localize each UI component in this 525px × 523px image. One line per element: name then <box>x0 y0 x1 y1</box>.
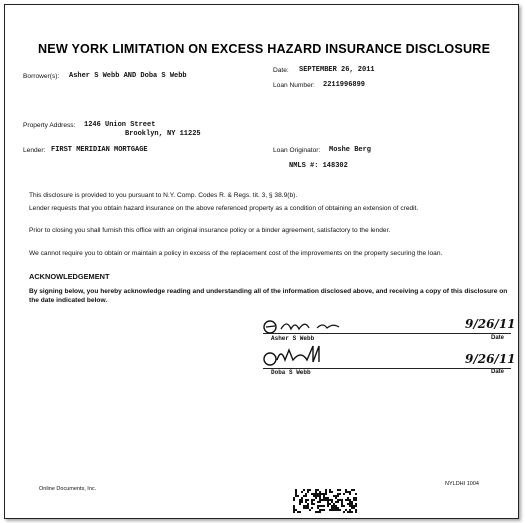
barcode-module <box>315 493 317 495</box>
barcode-module <box>295 489 297 491</box>
barcode-module <box>333 509 335 511</box>
barcode-module <box>315 489 317 491</box>
barcode-module <box>311 493 313 495</box>
barcode-module <box>311 507 313 509</box>
barcode-image <box>293 489 357 513</box>
barcode-module <box>347 491 349 493</box>
barcode-module <box>331 501 333 503</box>
property-address-line1: 1246 Union Street <box>84 121 156 129</box>
barcode-module <box>307 489 309 491</box>
barcode-module <box>329 503 331 505</box>
barcode-module <box>305 505 307 507</box>
barcode-module <box>313 499 315 501</box>
barcode-module <box>345 509 347 511</box>
barcode-module <box>339 489 341 491</box>
barcode-module <box>353 489 355 491</box>
barcode-module <box>337 493 339 495</box>
barcode-module <box>325 489 327 491</box>
barcode-module <box>341 503 343 505</box>
barcode-module <box>339 499 341 501</box>
barcode-module <box>347 503 349 505</box>
barcode-module <box>315 511 317 513</box>
barcode-module <box>305 495 307 497</box>
barcode-module <box>331 505 333 507</box>
barcode-module <box>349 501 351 503</box>
footer-right: NYLDHI 1004 <box>445 481 479 487</box>
barcode-module <box>323 499 325 501</box>
barcode-module <box>335 497 337 499</box>
disclosure-paragraph-1: This disclosure is provided to you pursuant to N.Y. Comp. Codes R. & Regs. tit. 3, § 38.9(b). <box>29 192 298 199</box>
barcode-module <box>293 499 295 501</box>
barcode-module <box>347 497 349 499</box>
barcode-module <box>317 501 319 503</box>
barcode-module <box>317 489 319 491</box>
barcode-module <box>335 507 337 509</box>
barcode-module <box>309 509 311 511</box>
acknowledgement-heading: ACKNOWLEDGEMENT <box>29 272 110 281</box>
barcode-module <box>305 493 307 495</box>
document-title: NEW YORK LIMITATION ON EXCESS HAZARD INSURANCE DISCLOSURE <box>38 42 491 56</box>
barcode-module <box>319 511 321 513</box>
barcode-module <box>293 505 295 507</box>
barcode-module <box>323 505 325 507</box>
barcode-module <box>355 511 357 513</box>
barcode-module <box>355 497 357 499</box>
signature-1-name: Asher S Webb <box>271 335 315 342</box>
barcode-module <box>345 489 347 491</box>
borrower-1-handwritten-date <box>465 312 516 334</box>
barcode-module <box>303 489 305 491</box>
barcode-module <box>311 501 313 503</box>
barcode-module <box>355 493 357 495</box>
borrower-1-signature <box>261 317 381 337</box>
barcode-module <box>333 503 335 505</box>
barcode-module <box>349 493 351 495</box>
barcode-module <box>303 507 305 509</box>
property-address-label: Property Address: <box>23 122 76 129</box>
barcode-module <box>325 497 327 499</box>
borrower-2-date-text: 9/26/11 <box>465 352 516 366</box>
barcode-module <box>349 505 351 507</box>
barcode-module <box>297 495 299 497</box>
barcode-module <box>351 511 353 513</box>
barcode-module <box>327 505 329 507</box>
barcode-module <box>315 497 317 499</box>
document-page <box>4 4 519 519</box>
barcode-module <box>307 491 309 493</box>
barcode-module <box>331 491 333 493</box>
barcode-module <box>321 509 323 511</box>
disclosure-paragraph-2: Lender requests that you obtain hazard insurance on the above referenced property as a condition of obtaining an extension of credit. <box>29 205 419 212</box>
barcode-module <box>295 509 297 511</box>
barcode-module <box>321 493 323 495</box>
barcode-module <box>299 511 301 513</box>
barcode-module <box>353 507 355 509</box>
barcode-module <box>337 509 339 511</box>
barcode-module <box>349 499 351 501</box>
barcode-module <box>337 507 339 509</box>
barcode-module <box>295 491 297 493</box>
barcode-module <box>321 499 323 501</box>
borrower-2-handwritten-date <box>465 347 516 369</box>
barcode-module <box>319 499 321 501</box>
barcode-module <box>317 495 319 497</box>
barcode-module <box>301 499 303 501</box>
signature-1-date-label: Date <box>491 335 505 341</box>
property-address-line2: Brooklyn, NY 11225 <box>125 130 201 138</box>
loan-number-value: 2211996899 <box>323 81 366 89</box>
barcode-module <box>305 501 307 503</box>
barcode-module <box>337 495 339 497</box>
disclosure-paragraph-3: Prior to closing you shall furnish this office with an original insurance policy or a binder agreement, satisfactory to the lender. <box>29 227 391 234</box>
barcode-module <box>299 501 301 503</box>
barcode-module <box>341 499 343 501</box>
barcode-module <box>349 491 351 493</box>
barcode-module <box>317 507 319 509</box>
barcode-module <box>325 493 327 495</box>
barcode-module <box>349 511 351 513</box>
date-label: Date: <box>273 67 289 74</box>
barcode-module <box>315 491 317 493</box>
barcode-module <box>349 503 351 505</box>
lender-value: FIRST MERIDIAN MORTGAGE <box>51 146 148 154</box>
barcode-module <box>331 509 333 511</box>
barcode-module <box>329 499 331 501</box>
barcode-module <box>343 493 345 495</box>
barcode-module <box>303 495 305 497</box>
barcode-module <box>335 509 337 511</box>
barcode-module <box>307 499 309 501</box>
borrower-1-date-text: 9/26/11 <box>465 317 516 331</box>
barcode-module <box>335 501 337 503</box>
barcode-module <box>321 505 323 507</box>
signature-2-date-label: Date <box>491 369 505 375</box>
barcode-module <box>335 495 337 497</box>
barcode-module <box>311 499 313 501</box>
barcode-module <box>341 505 343 507</box>
barcode-module <box>317 493 319 495</box>
barcode-module <box>347 499 349 501</box>
barcode-module <box>317 511 319 513</box>
barcode-module <box>325 491 327 493</box>
signature-2-name: Doba S Webb <box>271 369 311 376</box>
borrowers-value: Asher S Webb AND Doba S Webb <box>69 72 187 80</box>
barcode-module <box>331 507 333 509</box>
barcode-module <box>299 499 301 501</box>
barcode-module <box>351 503 353 505</box>
barcode-module <box>329 509 331 511</box>
barcode-module <box>319 509 321 511</box>
barcode-module <box>327 497 329 499</box>
barcode-module <box>343 505 345 507</box>
barcode-module <box>355 509 357 511</box>
barcode-module <box>343 511 345 513</box>
barcode-module <box>313 493 315 495</box>
barcode-module <box>333 505 335 507</box>
barcode-module <box>351 505 353 507</box>
barcode-module <box>327 503 329 505</box>
barcode-module <box>353 497 355 499</box>
barcode-module <box>353 499 355 501</box>
barcode-module <box>293 497 295 499</box>
barcode-module <box>337 501 339 503</box>
barcode-module <box>347 511 349 513</box>
barcode-module <box>309 489 311 491</box>
barcode-module <box>351 501 353 503</box>
barcode-module <box>319 495 321 497</box>
borrower-2-signature <box>261 344 381 370</box>
barcode-module <box>317 505 319 507</box>
barcode-module <box>319 491 321 493</box>
barcode-module <box>333 495 335 497</box>
signature-1-line <box>263 333 511 334</box>
barcode-module <box>329 491 331 493</box>
barcode-module <box>335 505 337 507</box>
acknowledgement-text: By signing below, you hereby acknowledge reading and understanding all of the information disclosed above, and receiving a copy of this disclosure on the date indicated below. <box>29 288 508 304</box>
footer-left: Online Documents, Inc. <box>39 486 97 492</box>
barcode-module <box>305 499 307 501</box>
barcode-module <box>327 501 329 503</box>
loan-originator-label: Loan Originator: <box>273 147 321 154</box>
barcode-module <box>301 501 303 503</box>
barcode-module <box>351 489 353 491</box>
barcode-module <box>293 509 295 511</box>
barcode-module <box>329 489 331 491</box>
barcode-module <box>319 493 321 495</box>
barcode-module <box>345 499 347 501</box>
loan-number-label: Loan Number: <box>273 82 315 89</box>
disclosure-paragraph-4: We cannot require you to obtain or maintain a policy in excess of the replacement cost of the improvements on the property securing the loan. <box>29 250 443 257</box>
barcode-module <box>293 511 295 513</box>
barcode-module <box>349 509 351 511</box>
barcode-module <box>355 499 357 501</box>
barcode-module <box>311 503 313 505</box>
barcode-module <box>355 505 357 507</box>
barcode-module <box>327 499 329 501</box>
barcode-module <box>337 489 339 491</box>
nmls-number: NMLS #: 148302 <box>289 162 348 170</box>
barcode-module <box>303 505 305 507</box>
barcode-module <box>323 493 325 495</box>
barcode-module <box>295 493 297 495</box>
barcode-module <box>339 493 341 495</box>
barcode-module <box>307 505 309 507</box>
barcode-module <box>345 491 347 493</box>
barcode-module <box>353 505 355 507</box>
barcode-module <box>293 507 295 509</box>
barcode-module <box>351 507 353 509</box>
barcode-module <box>319 497 321 499</box>
barcode-module <box>331 499 333 501</box>
barcode-module <box>323 495 325 497</box>
barcode-module <box>313 503 315 505</box>
barcode-module <box>301 497 303 499</box>
barcode-module <box>319 501 321 503</box>
barcode-module <box>341 501 343 503</box>
barcode-module <box>355 503 357 505</box>
lender-label: Lender: <box>23 147 46 154</box>
date-value: SEPTEMBER 26, 2011 <box>299 66 375 74</box>
barcode-module <box>305 507 307 509</box>
barcode-module <box>323 509 325 511</box>
barcode-module <box>295 495 297 497</box>
barcode-module <box>307 507 309 509</box>
barcode-module <box>299 503 301 505</box>
barcode-module <box>319 505 321 507</box>
loan-originator-value: Moshe Berg <box>329 146 372 154</box>
barcode-module <box>337 499 339 501</box>
borrowers-label: Borrower(s): <box>23 73 60 80</box>
barcode-module <box>313 495 315 497</box>
barcode-module <box>301 491 303 493</box>
barcode-module <box>325 499 327 501</box>
barcode-module <box>333 507 335 509</box>
barcode-module <box>297 511 299 513</box>
barcode-module <box>323 497 325 499</box>
barcode-module <box>339 509 341 511</box>
barcode-module <box>307 503 309 505</box>
barcode-module <box>315 495 317 497</box>
